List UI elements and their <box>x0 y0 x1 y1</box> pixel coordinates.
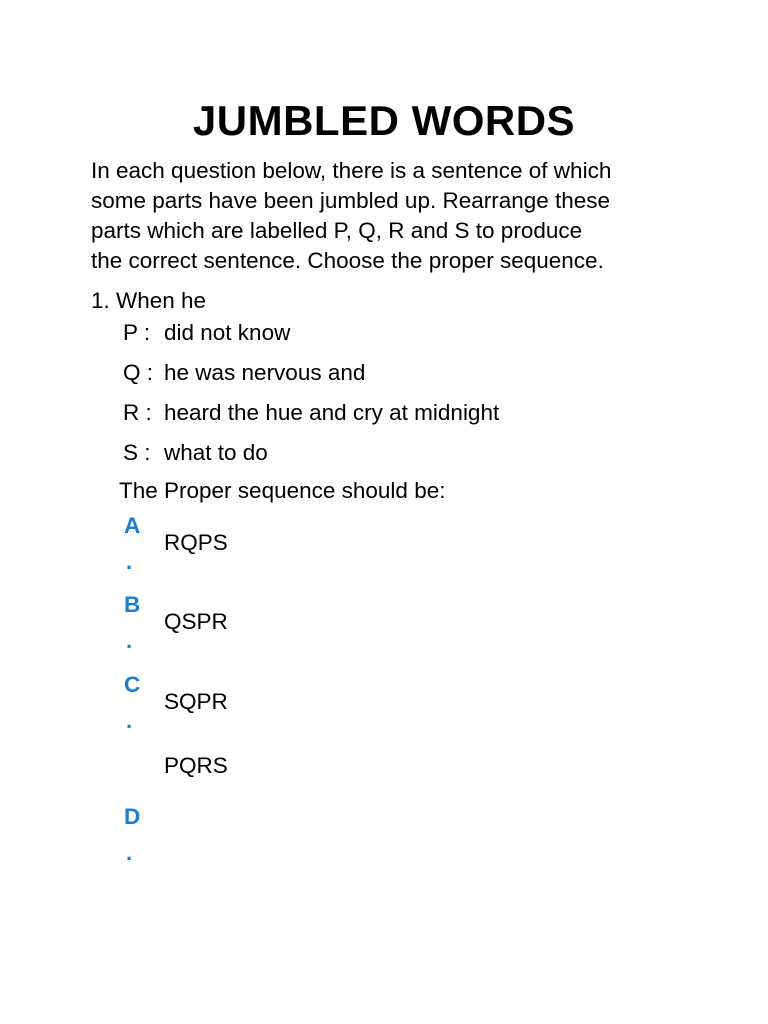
part-r-text: heard the hue and cry at midnight <box>164 400 500 425</box>
part-p-key: P : <box>123 320 151 345</box>
option-b-dot: . <box>126 628 133 653</box>
option-c-letter[interactable]: C <box>124 672 141 697</box>
question-stem: 1. When he <box>91 288 207 313</box>
instructions-line: the correct sentence. Choose the proper sequence. <box>91 248 604 273</box>
part-s-text: what to do <box>164 440 268 465</box>
option-b-letter[interactable]: B <box>124 592 141 617</box>
option-c-dot: . <box>126 708 133 733</box>
instructions-line: some parts have been jumbled up. Rearrange these <box>91 188 611 213</box>
option-a-letter[interactable]: A <box>124 513 141 538</box>
sequence-prompt: The Proper sequence should be: <box>119 478 446 503</box>
instructions-line: In each question below, there is a sentence of which <box>91 158 612 183</box>
option-d-dot: . <box>126 840 133 865</box>
option-a-dot: . <box>126 549 133 574</box>
page-title: JUMBLED WORDS <box>192 97 576 144</box>
part-q-key: Q : <box>123 360 154 385</box>
part-s-key: S : <box>123 440 151 465</box>
option-b-text[interactable]: QSPR <box>164 609 228 634</box>
option-d-text[interactable]: PQRS <box>164 753 228 778</box>
instructions-line: parts which are labelled P, Q, R and S to produce <box>91 218 583 243</box>
part-p-text: did not know <box>164 320 291 345</box>
instructions <box>91 156 691 276</box>
option-a-text[interactable]: RQPS <box>164 530 228 555</box>
option-d-letter[interactable]: D <box>124 804 141 829</box>
option-c-text[interactable]: SQPR <box>164 689 228 714</box>
part-q-text: he was nervous and <box>164 360 366 385</box>
part-r-key: R : <box>123 400 152 425</box>
